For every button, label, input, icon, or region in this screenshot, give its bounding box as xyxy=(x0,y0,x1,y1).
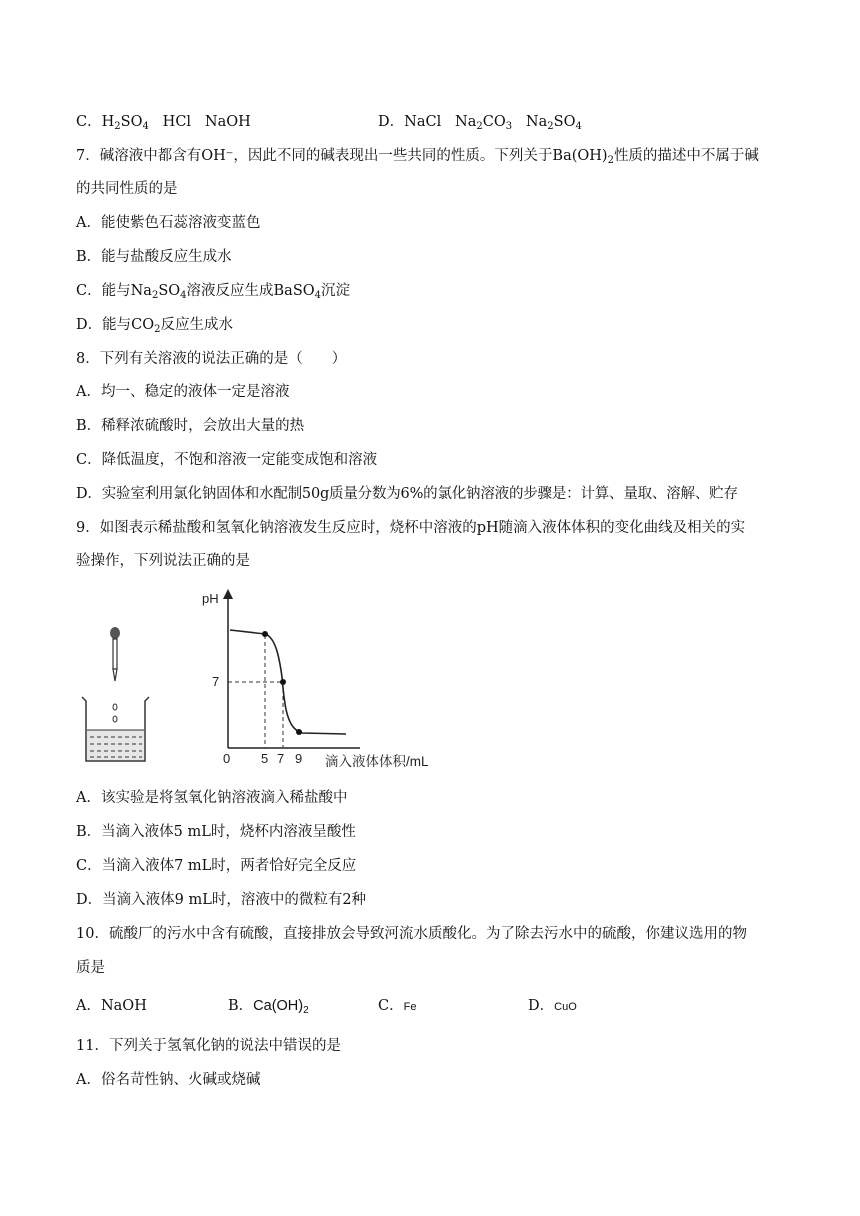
dropper-icon xyxy=(110,627,120,722)
q10-option-c-label: C． xyxy=(378,998,404,1014)
q9-stem-line-1: 9．如图表示稀盐酸和氢氧化钠溶液发生反应时，烧杯中溶液的pH随滴入液体体积的变化曲线及相关的实 xyxy=(76,520,746,536)
q7-option-d: D．能与$CO_2$反应生成水 xyxy=(76,317,233,335)
q9-stem-line-2: 验操作，下列说法正确的是 xyxy=(76,553,250,569)
q9-option-c: C．当滴入液体7 mL时，两者恰好完全反应 xyxy=(76,858,357,874)
q8-option-c: C．降低温度，不饱和溶液一定能变成饱和溶液 xyxy=(76,452,378,468)
q10-option-c xyxy=(378,996,416,1017)
q9-option-a: A．该实验是将氢氧化钠溶液滴入稀盐酸中 xyxy=(76,790,348,806)
q10-option-a: A．NaOH xyxy=(76,998,147,1014)
x-tick-9: 9 xyxy=(295,751,303,766)
q7-stem-line-2: 的共同性质的是 xyxy=(76,181,178,197)
q10-option-d xyxy=(528,996,577,1017)
q10-option-d-label: D． xyxy=(528,998,555,1014)
q9-option-d: D．当滴入液体9 mL时，溶液中的微粒有2种 xyxy=(76,892,367,908)
y-axis-label: pH xyxy=(202,591,219,606)
q7-option-a: A．能使紫色石蕊溶液变蓝色 xyxy=(76,215,261,231)
q10-stem-line-1: 10．硫酸厂的污水中含有硫酸，直接排放会导致河流水质酸化。为了除去污水中的硫酸，你建议选用的物 xyxy=(76,926,747,942)
q10-option-d-value: CuO xyxy=(554,1001,577,1013)
x-axis-label: 滴入液体体积/mL xyxy=(325,754,429,769)
q11-option-a: A．俗名苛性钠、火碱或烧碱 xyxy=(76,1072,261,1088)
q9-option-b: B．当滴入液体5 mL时，烧杯内溶液呈酸性 xyxy=(76,824,356,840)
q8-stem: 8．下列有关溶液的说法正确的是（ ） xyxy=(76,351,347,367)
x-tick-5: 5 xyxy=(261,751,269,766)
ph-curve-diagram xyxy=(70,585,450,775)
q6-option-c: C．$H_2SO_4$ HCl NaOH xyxy=(76,114,251,132)
q7-option-c: C．能与$Na_2SO_4$溶液反应生成BaSO$_4$沉淀 xyxy=(76,283,351,301)
q10-option-b-value: $Ca(OH)_2$ xyxy=(253,998,309,1016)
y-tick-7: 7 xyxy=(212,674,220,689)
q10-option-c-value: Fe xyxy=(403,1001,417,1013)
q10-stem-line-2: 质是 xyxy=(76,960,105,976)
q8-option-d: D．实验室利用氯化钠固体和水配制50g质量分数为6%的氯化钠溶液的步骤是：计算、量取、溶解、贮存 xyxy=(76,486,738,502)
point-5ml xyxy=(262,631,268,637)
x-tick-7: 7 xyxy=(277,751,285,766)
q7-option-b: B．能与盐酸反应生成水 xyxy=(76,249,232,265)
q6-option-c-label: C． xyxy=(76,114,102,130)
q9-figure xyxy=(70,585,450,775)
q8-option-a: A．均一、稳定的液体一定是溶液 xyxy=(76,384,290,400)
q10-option-b xyxy=(228,996,309,1016)
x-tick-0: 0 xyxy=(223,751,231,766)
q10-option-b-label: B． xyxy=(228,998,254,1014)
q11-stem: 11．下列关于氢氧化钠的说法中错误的是 xyxy=(76,1038,341,1054)
q8-option-b: B．稀释浓硫酸时，会放出大量的热 xyxy=(76,418,305,434)
q6-option-d-label: D． xyxy=(378,114,405,130)
point-9ml xyxy=(296,729,302,735)
point-7ml xyxy=(280,679,286,685)
q6-option-d: D．NaCl $Na_2CO_3$ $Na_2SO_4$ xyxy=(378,114,582,132)
ph-curve xyxy=(230,630,346,734)
q7-stem-line-1: 7．碱溶液中都含有OH⁻，因此不同的碱表现出一些共同的性质。下列关于$Ba(OH)_2$性质的描述中不属于碱 xyxy=(76,148,759,166)
